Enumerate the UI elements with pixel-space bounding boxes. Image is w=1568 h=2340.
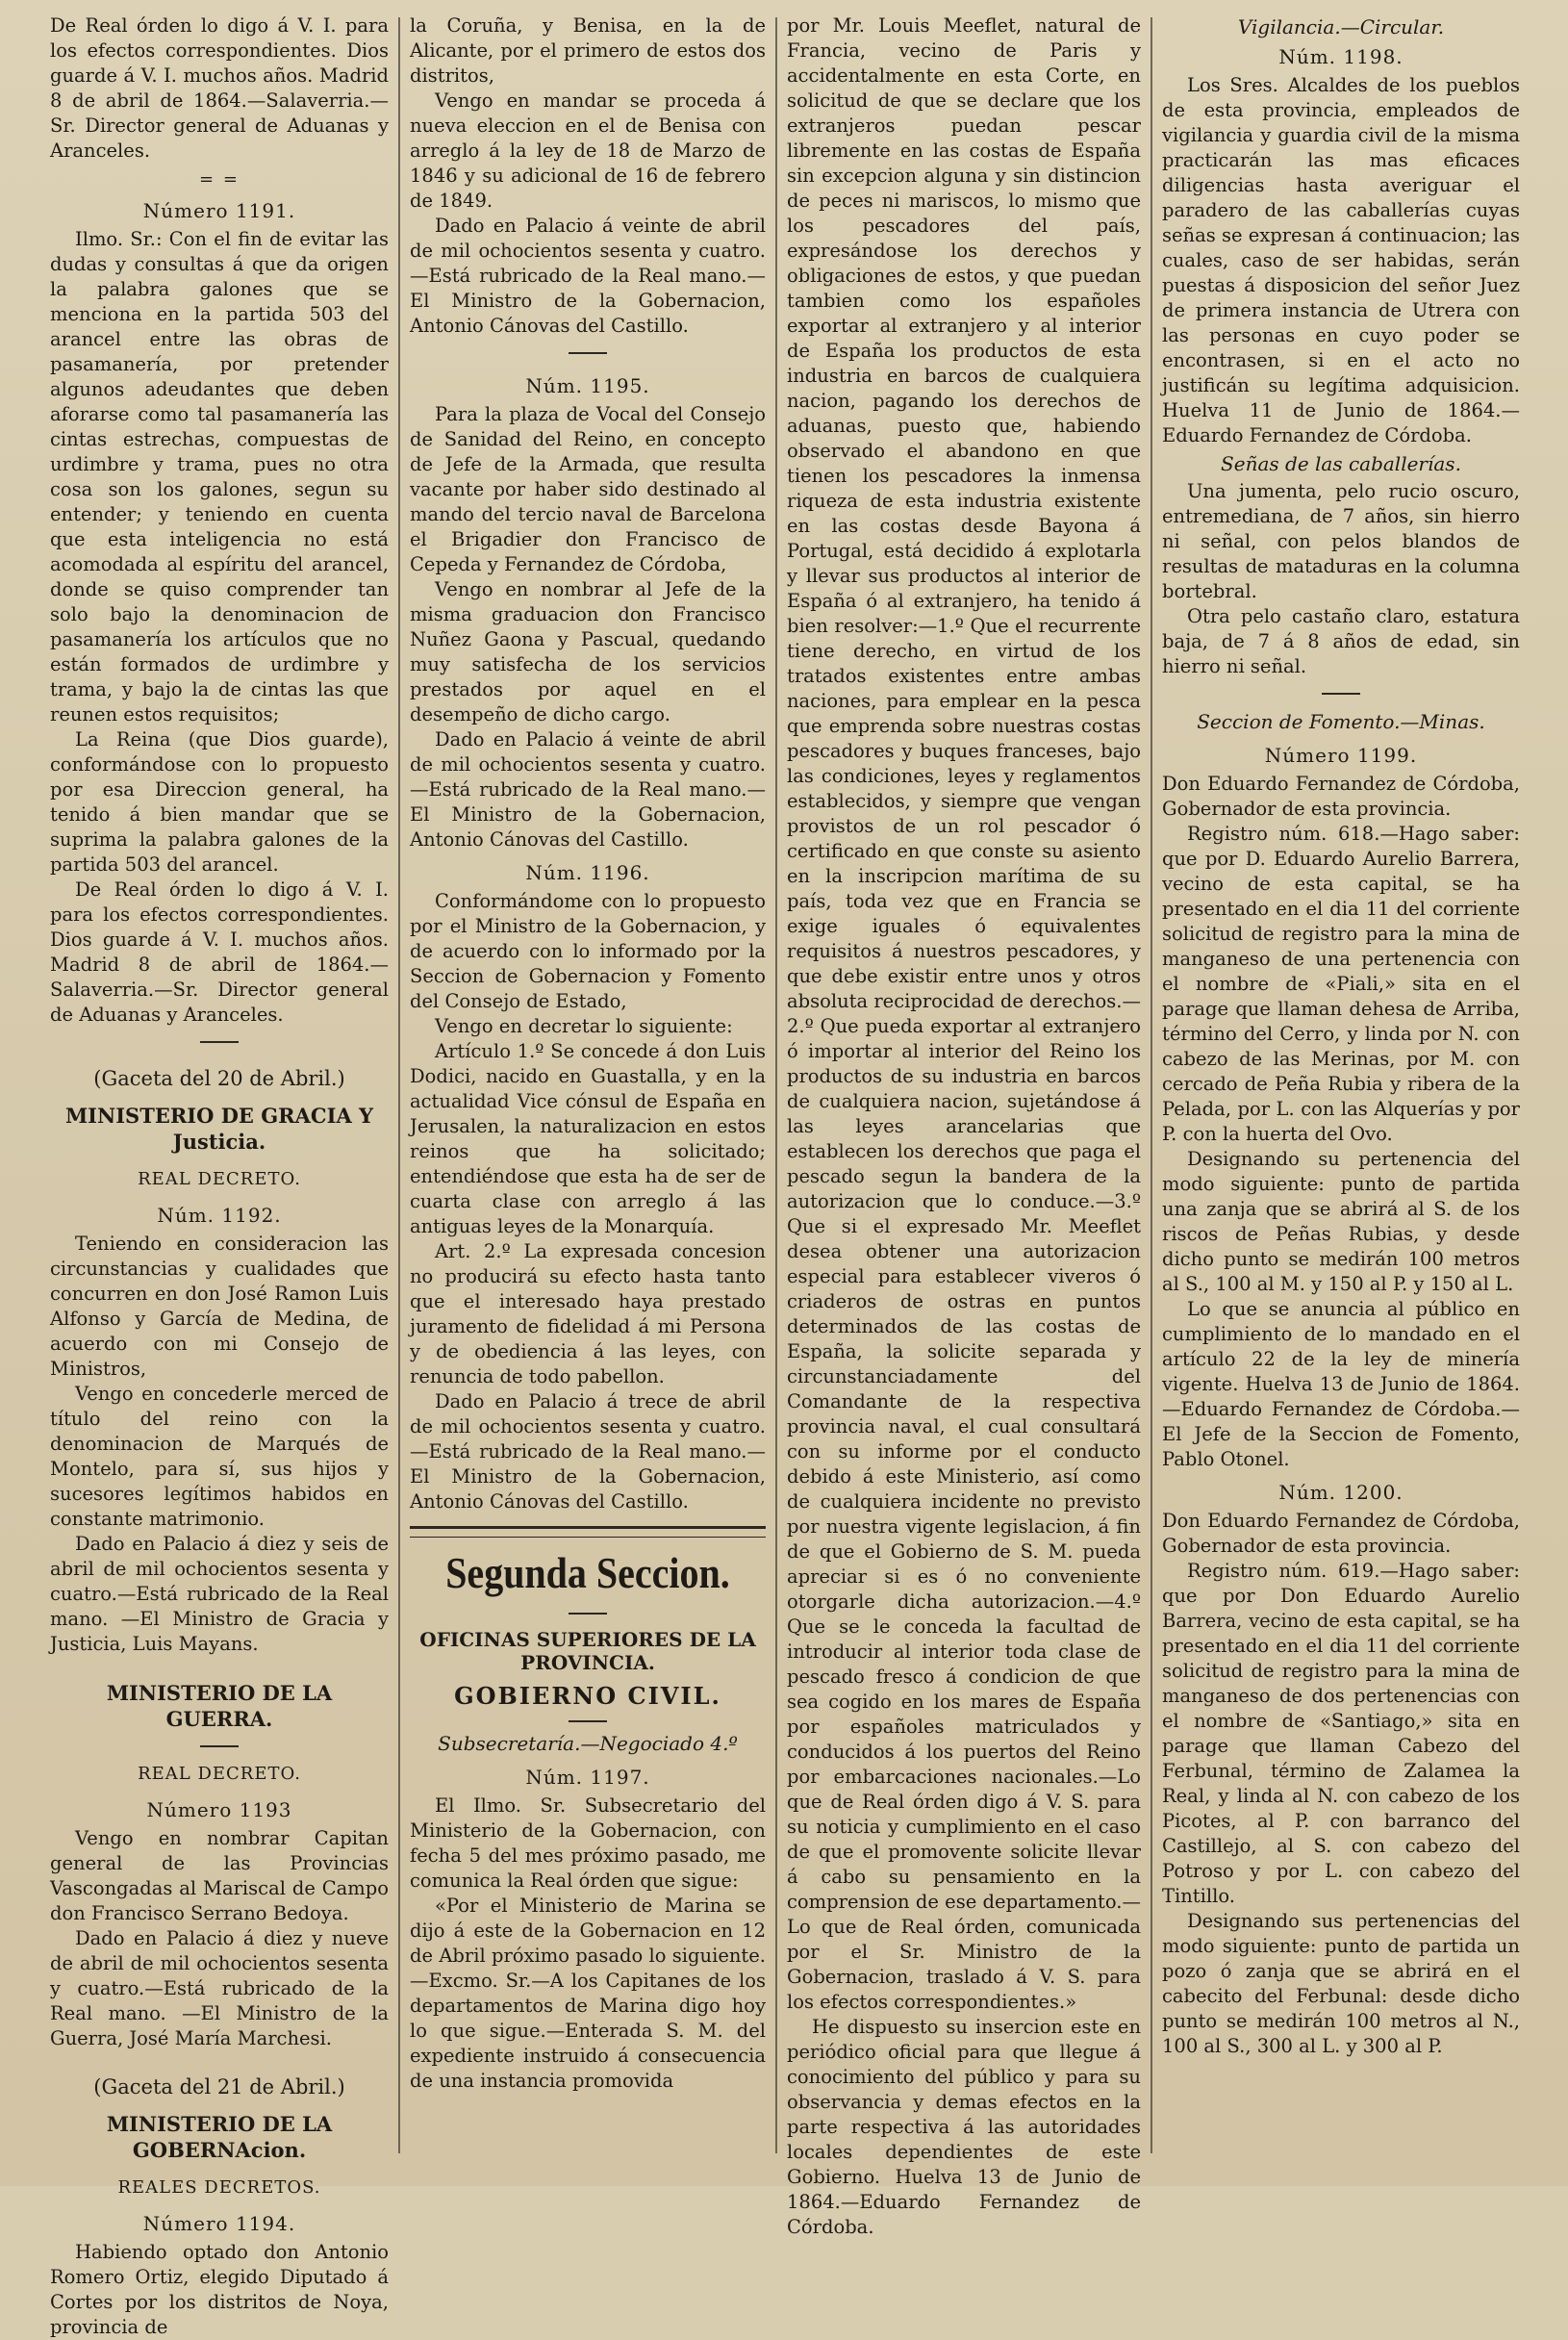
ministry-heading: MINISTERIO DE GRACIA Y Justicia. xyxy=(64,1104,374,1154)
paragraph: la Coruña, y Benisa, en la de Alicante, por el primero de estos dos distritos, xyxy=(410,14,766,87)
section-subheading: REAL DECRETO. xyxy=(138,1169,301,1189)
paragraph: Los Sres. Alcaldes de los pueblos de esta provincia, empleados de vigilancia y guardia civil de la misma practicarán las mas eficaces diligencias hasta averiguar el paradero de las caballerías cuyas señas se expresan á continuacion; las cuales, caso de ser habidas, serán puestas á disposicion del señor Juez de primera instancia de Utrera con las personas en cuyo poder se encontrasen, si en el acto no justificán su legítima adquisicion. Huelva 11 de Junio de 1864.—Eduardo Fernandez de Córdoba. xyxy=(1162,74,1520,446)
column-2 xyxy=(400,13,775,2186)
columns xyxy=(40,13,1549,2338)
paragraph: Vengo en mandar se proceda á nueva eleccion en el de Benisa con arreglo á la ley de 18 de Marzo de 1846 y su adicional de 16 de febrero de 1849. xyxy=(410,89,766,212)
paragraph: Para la plaza de Vocal del Consejo de Sanidad del Reino, en concepto de Jefe de la Armada, que resulta vacante por haber sido destinado al mando del tercio naval de Barcelona el Brigadier don Francisco de Cepeda y Fernandez de Córdoba, xyxy=(410,403,766,575)
item-number: Núm. 1200. xyxy=(1278,1481,1404,1504)
ministry-heading: MINISTERIO DE LA GUERRA. xyxy=(106,1681,333,1731)
paragraph: Dado en Palacio á veinte de abril de mil ochocientos sesenta y cuatro.—Está rubricado de la Real mano.—El Ministro de la Gobernacion, Antonio Cánovas del Castillo. xyxy=(410,215,766,337)
item-number: Número 1193 xyxy=(146,1798,292,1821)
column-4 xyxy=(1152,13,1530,2186)
paragraph: Vengo en decretar lo siguiente: xyxy=(435,1015,733,1037)
divider xyxy=(200,1041,239,1043)
section-subheading: REAL DECRETO. xyxy=(138,1764,301,1784)
section-rule-thin xyxy=(410,1537,766,1538)
government-heading: GOBIERNO CIVIL. xyxy=(454,1682,721,1710)
column-rule xyxy=(1151,17,1152,2153)
paragraph: Teniendo en consideracion las circunstancias y cualidades que concurren en don José Ramon Luis Alfonso y García de Medina, de acuerdo con mi Consejo de Ministros, xyxy=(50,1233,389,1380)
paragraph: El Ilmo. Sr. Subsecretario del Ministerio de la Gobernacion, con fecha 5 del mes próximo pasado, me comunica la Real órden que sigue: xyxy=(410,1794,766,1892)
section-rule xyxy=(410,1526,766,1529)
item-number: Número 1199. xyxy=(1264,744,1418,767)
paragraph: Vengo en nombrar al Jefe de la misma graduacion don Francisco Nuñez Gaona y Pascual, quedando muy satisfecha de los servicios prestados por aquel en el desempeño de dicho cargo. xyxy=(410,578,766,725)
paragraph: La Reina (que Dios guarde), conformándose con lo propuesto por esa Direccion general, ha tenido á bien mandar que se suprima la palabra galones de la partida 503 del arancel. xyxy=(50,728,389,876)
paragraph: Vengo en nombrar Capitan general de las Provincias Vascongadas al Mariscal de Campo don Francisco Serrano Bedoya. xyxy=(50,1827,389,1924)
column-rule xyxy=(398,17,400,2153)
paragraph: Conformándome con lo propuesto por el Ministro de la Gobernacion, y de acuerdo con lo informado por la Seccion de Gobernacion y Fomento del Consejo de Estado, xyxy=(410,890,766,1012)
paragraph: Registro núm. 619.—Hago saber: que por Don Eduardo Aurelio Barrera, vecino de esta capital, se ha presentado en el dia 11 del corriente solicitud de registro para la mina de manganeso de dos pertenencias con el nombre de «Santiago,» sita en parage que llaman Cabezo del Ferbunal, término de Zalamea la Real, y linda al N. con cabezo de los Picotes, al P. con barranco del Castillejo, al S. con cabezo del Potroso y por L. con cabezo del Tintillo. xyxy=(1162,1560,1520,1907)
paragraph: De Real órden lo digo á V. I. para los efectos correspondientes. Dios guarde á V. I. muchos años. Madrid 8 de abril de 1864.—Salaverria.—Sr. Director general de Aduanas y Aranceles. xyxy=(50,878,389,1026)
divider xyxy=(200,1745,239,1747)
item-number: Núm. 1198. xyxy=(1278,45,1404,68)
section-title: Segunda Seccion. xyxy=(445,1547,730,1598)
department-heading: Subsecretaría.—Negociado 4.º xyxy=(438,1732,738,1755)
offices-heading: OFICINAS SUPERIORES DE LA PROVINCIA. xyxy=(419,1628,756,1674)
divider xyxy=(569,352,607,354)
column-1 xyxy=(40,13,398,2338)
column-rule xyxy=(775,17,777,2153)
paragraph: Artículo 1.º Se concede á don Luis Dodici, nacido en Guastalla, y en la actualidad Vice cónsul de España en Jerusalen, la naturalizacion en estos reinos que ha solicitado; entendiéndose que esta ha de ser de cuarta clase con arreglo á las antiguas leyes de la Monarquía. xyxy=(410,1040,766,1237)
paragraph: Registro núm. 618.—Hago saber: que por D. Eduardo Aurelio Barrera, vecino de esta capital, se ha presentado en el dia 11 del corriente solicitud de registro para la mina de manganeso de una pertenencia con el nombre de «Piali,» sita en el parage que llaman dehesa de Arriba, término del Cerro, y linda por N. con cabezo de las Merinas, por M. con cercado de Peña Rubia y ribera de la Pelada, por L. con las Alquerías y por P. con la huerta del Ovo. xyxy=(1162,823,1520,1145)
paragraph: He dispuesto su insercion este en periódico oficial para que llegue á conocimiento del público y para su observancia y demas efectos en la parte respectiva á las autoridades locales dependientes de este Gobierno. Huelva 13 de Junio de 1864.—Eduardo Fernandez de Córdoba. xyxy=(787,2016,1141,2238)
item-number: Número 1191. xyxy=(142,199,296,222)
section-heading: Vigilancia.—Circular. xyxy=(1237,15,1445,38)
paragraph: Habiendo optado don Antonio Romero Ortiz, elegido Diputado á Cortes por los distritos de Noya, provincia de xyxy=(50,2241,389,2338)
paragraph: Dado en Palacio á trece de abril de mil ochocientos sesenta y cuatro.—Está rubricado de la Real mano.—El Ministro de la Gobernacion, Antonio Cánovas del Castillo. xyxy=(410,1390,766,1513)
paragraph: por Mr. Louis Meeflet, natural de Francia, vecino de Paris y accidentalmente en esta Corte, en solicitud de que se declare que los extranjeros puedan pescar libremente en las costas de España sin excepcion alguna y sin distincion de peces ni mariscos, lo mismo que los pescadores del país, expresándose los derechos y obligaciones de estos, y que puedan tambien como los españoles exportar al extranjero y al interior de España los productos de esta industria en barcos de cualquiera nacion, pagando los derechos de aduanas, puesto que, habiendo observado el abandono en que tienen los pescadores la inmensa riqueza de esta industria existente en las costas desde Bayona á Portugal, está decidido á explotarla y llevar sus productos al interior de España ó al extranjero, ha tenido á bien resolver:—1.º Que el recurrente tiene derecho, en virtud de los tratados existentes entre ambas naciones, para emplear en la pesca que emprenda sobre nuestras costas pescadores y buques franceses, bajo las condiciones, leyes y reglamentos establecidos, y siempre que vengan provistos de un rol pescador ó certificado en que conste su asiento en la inscripcion marítima de su país, toda vez que en Francia se exige iguales ó equivalentes requisitos á nuestros pescadores, y que debe existir entre unos y otros absoluta reciprocidad de derechos.—2.º Que pueda exportar al extranjero ó importar al interior del Reino los productos de su industria en barcos de cualquiera nacion, sujetándose á las leyes arancelarias que establecen los derechos que paga el pescado segun la bandera de la autorizacion que lo conduce.—3.º Que si el expresado Mr. Meeflet desea obtener una autorizacion especial para establecer viveros ó criaderos de ostras en puntos determinados de las costas de España, la solicite separada y circunstanciadamente del Comandante de la respectiva provincia naval, el cual consultará con su informe por el conducto debido á este Ministerio, así como de cualquiera incidente no previsto por nuestra vigente legislacion, á fin de que el Gobierno de S. M. pueda apreciar si es ó no conveniente otorgarle dicha autorizacion.—4.º Que se le conceda la facultad de introducir al interior toda clase de pescado fresco á condicion de que sea cogido en los mares de España por españoles matriculados y conducidos á los puertos del Reino por embarcaciones nacionales.—Lo que de Real órden digo á V. S. para su noticia y cumplimiento en el caso de que el promovente solicite llevar á cabo su pensamiento en la comprension de ese departamento.—Lo que de Real órden, comunicada por el Sr. Ministro de la Gobernacion, traslado á V. S. para los efectos correspondientes.» xyxy=(787,14,1141,2013)
section-heading: Seccion de Fomento.—Minas. xyxy=(1197,710,1485,733)
gaceta-date: (Gaceta del 21 de Abril.) xyxy=(93,2075,345,2098)
gaceta-date: (Gaceta del 20 de Abril.) xyxy=(93,1067,345,1090)
paragraph: Don Eduardo Fernandez de Córdoba, Gobernador de esta provincia. xyxy=(1162,1510,1520,1557)
item-number: Núm. 1192. xyxy=(157,1204,282,1227)
paragraph: Designando su pertenencia del modo siguiente: punto de partida una zanja que se abrirá al S. de los riscos de Peñas Rubias, y desde dicho punto se medirán 100 metros al S., 100 al M. y 150 al P. y 150 al L. xyxy=(1162,1148,1520,1295)
item-number: Núm. 1196. xyxy=(525,861,650,884)
paragraph: Vengo en concederle merced de título del reino con la denominacion de Marqués de Montelo, para sí, sus hijos y sucesores legítimos habidos en constante matrimonio. xyxy=(50,1383,389,1530)
paragraph: De Real órden lo digo á V. I. para los efectos correspondientes. Dios guarde á V. I. muchos años. Madrid 8 de abril de 1864.—Salaverria.—Sr. Director general de Aduanas y Aranceles. xyxy=(50,14,389,162)
column-3 xyxy=(777,13,1151,2238)
divider xyxy=(569,1720,607,1722)
paragraph: Dado en Palacio á veinte de abril de mil ochocientos sesenta y cuatro.—Está rubricado de la Real mano.—El Ministro de la Gobernacion, Antonio Cánovas del Castillo. xyxy=(410,728,766,851)
item-number: Núm. 1195. xyxy=(525,374,650,397)
divider xyxy=(569,1613,607,1615)
section-subheading: REALES DECRETOS. xyxy=(117,2177,321,2198)
paragraph: Art. 2.º La expresada concesion no producirá su efecto hasta tanto que el interesado haya prestado juramento de fidelidad á mi Persona y de obediencia á las leyes, con renuncia de todo pabellon. xyxy=(410,1240,766,1387)
ministry-heading: MINISTERIO DE LA GOBERNAcion. xyxy=(106,2112,333,2162)
item-number: Núm. 1197. xyxy=(525,1766,650,1789)
paragraph: Una jumenta, pelo rucio oscuro, entremediana, de 7 años, sin hierro ni señal, con pelos blandos de resultas de mataduras en la columna bortebral. xyxy=(1162,480,1520,602)
divider xyxy=(1322,693,1360,695)
paragraph: Dado en Palacio á diez y seis de abril de mil ochocientos sesenta y cuatro.—Está rubricado de la Real mano. —El Ministro de Gracia y Justicia, Luis Mayans. xyxy=(50,1533,389,1655)
paragraph: Don Eduardo Fernandez de Córdoba, Gobernador de esta provincia. xyxy=(1162,773,1520,820)
paragraph: Dado en Palacio á diez y nueve de abril de mil ochocientos sesenta y cuatro.—Está rubricado de la Real mano. —El Ministro de la Guerra, José María Marchesi. xyxy=(50,1927,389,2049)
paragraph: Designando sus pertenencias del modo siguiente: punto de partida un pozo ó zanja que se abrirá en el cabecito del Ferbunal: desde dicho punto se medirán 100 metros al N., 100 al S., 300 al L. y 300 al P. xyxy=(1162,1910,1520,2057)
paragraph: Otra pelo castaño claro, estatura baja, de 7 á 8 años de edad, sin hierro ni señal. xyxy=(1162,605,1520,677)
paragraph: «Por el Ministerio de Marina se dijo á este de la Gobernacion en 12 de Abril próximo pasado lo siguiente.—Excmo. Sr.—A los Capitanes de los departamentos de Marina digo hoy lo que sigue.—Enterada S. M. del expediente instruido á consecuencia de una instancia promovida xyxy=(410,1895,766,2092)
paragraph: Lo que se anuncia al público en cumplimiento de lo mandado en el artículo 22 de la ley de minería vigente. Huelva 13 de Junio de 1864.—Eduardo Fernandez de Córdoba.—El Jefe de la Seccion de Fomento, Pablo Otonel. xyxy=(1162,1298,1520,1470)
paragraph: Ilmo. Sr.: Con el fin de evitar las dudas y consultas á que da origen la palabra galones que se menciona en la partida 503 del arancel entre las obras de pasamanería, por pretender algunos adeudantes que deben aforarse como tal pasamanería las cintas estrechas, compuestas de urdimbre y trama, pues no otra cosa son los galones, segun su entender; y teniendo en cuenta que esta inteligencia no está acomodada al espíritu del arancel, donde se quiso comprender tan solo bajo la denominacion de pasamanería los artículos que no están formados de urdimbre y trama, y bajo la de cintas las que reunen estos requisitos; xyxy=(50,228,389,725)
subheading: Señas de las caballerías. xyxy=(1221,452,1461,475)
item-number: Número 1194. xyxy=(142,2212,296,2235)
separator: = = xyxy=(199,169,240,190)
